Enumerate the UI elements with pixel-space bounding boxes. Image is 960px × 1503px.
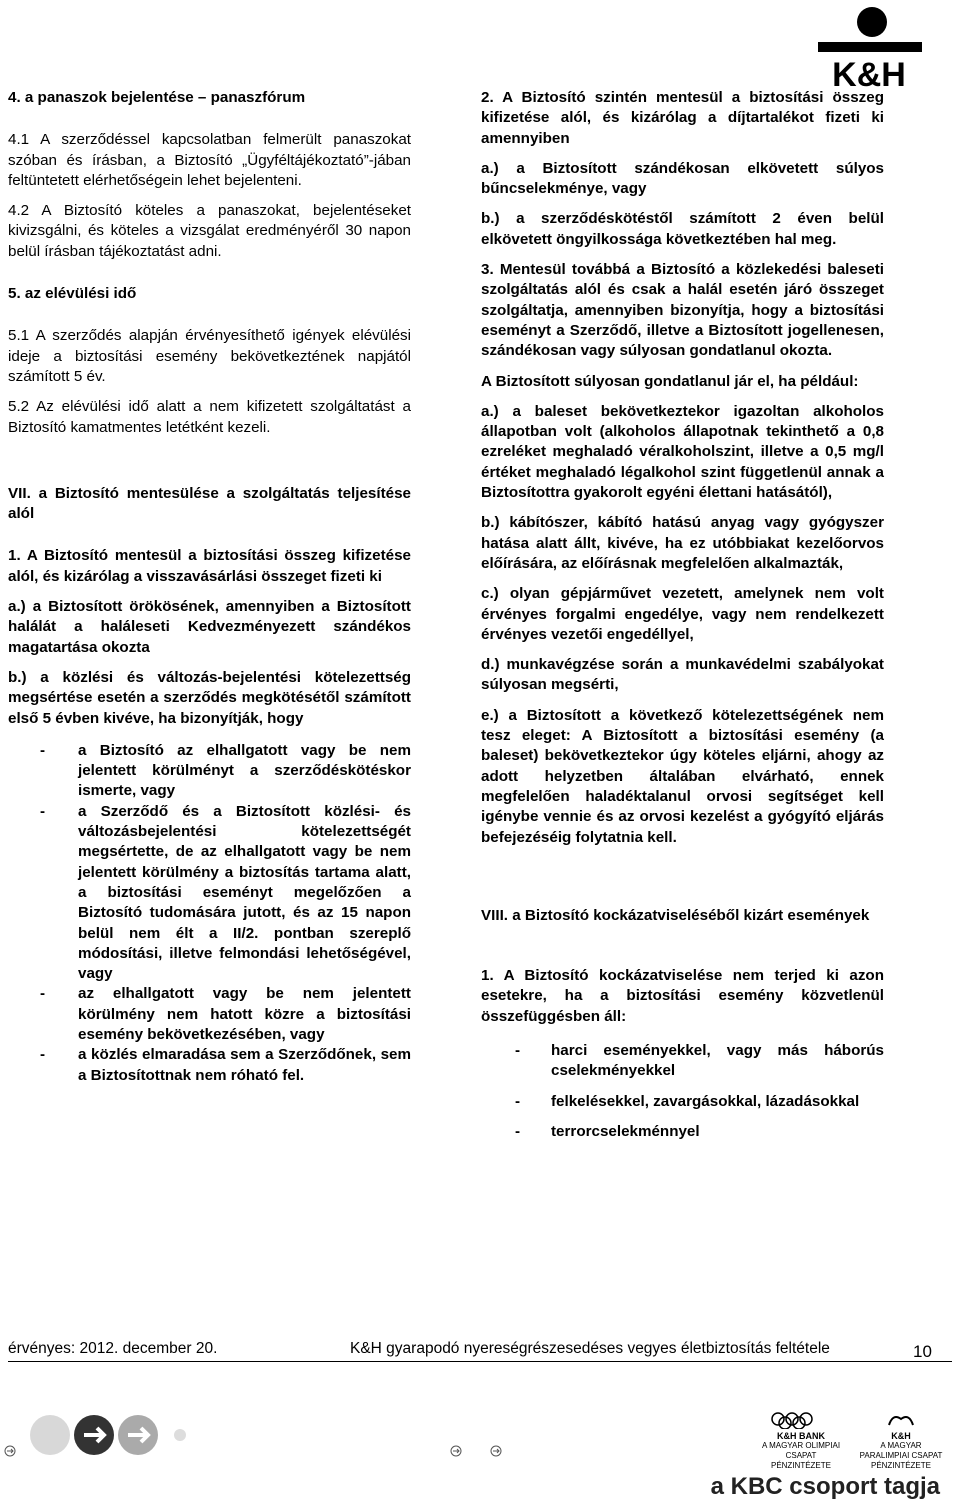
para-5-1: 5.1 A szerződés alapján érvényesíthető igények elévülési ideje a biztosítási esemény bekövetkeztének napjától számított 5 év. bbox=[8, 327, 411, 385]
section-5-heading: 5. az elévülési idő bbox=[8, 285, 137, 303]
para-7-2-a: a.) a Biztosított szándékosan elkövetett súlyos bűncselekménye, vagy bbox=[481, 159, 884, 198]
partner-2-name: K&H bbox=[891, 1431, 911, 1441]
partner-1-name: K&H BANK bbox=[777, 1431, 825, 1441]
small-arrow-icon bbox=[4, 1445, 16, 1457]
list-item: - az elhallgatott vagy be nem jelentett körülmény nem hatott közre a biztosítási esemény bekövetkezésében, vagy bbox=[40, 985, 411, 1043]
para-7-2: 2. A Biztosító szintén mentesül a biztosítási összeg kifizetése alól, és kizárólag a díjtartalékot fizeti ki amennyiben bbox=[481, 89, 884, 147]
list-item: - harci eseményekkel, vagy más háborús cselekményekkel bbox=[515, 1041, 884, 1080]
footer-divider bbox=[8, 1361, 952, 1362]
para-8-1: 1. A Biztosító kockázatviselése nem terjed ki azon esetekre, ha a biztosítási esemény közvetlenül összefüggésben áll: bbox=[481, 967, 884, 1025]
section-7-heading: VII. a Biztosító mentesülése a szolgáltatás teljesítése alól bbox=[8, 484, 411, 523]
list-item: - a Szerződő és a Biztosított közlési- és változásbejelentési kötelezettségét megsértette, de az elhallgatott vagy be nem jelentett körülmény a biztosítás tartama alatt, a biztosítási eseményt megelőzően a Biztosító tudomására jutott, és az 15 napon belül nem élt a II/2. pontban szereplő módosítási, illetve felmondási lehetőségével, vagy bbox=[40, 802, 411, 983]
para-7-3-intro: A Biztosított súlyosan gondatlanul jár el, ha például: bbox=[481, 372, 859, 390]
list-item: - a Biztosító az elhallgatott vagy be nem jelentett körülményt a szerződéskötéskor ismerte, vagy bbox=[40, 741, 411, 800]
section-4-heading: 4. a panaszok bejelentése – panaszfórum bbox=[8, 89, 306, 106]
validity-date: érvényes: 2012. december 20. bbox=[8, 1340, 218, 1357]
para-4-2: 4.2 A Biztosító köteles a panaszokat, bejelentéseket kivizsgálni, és köteles a vizsgálat eredményéről 30 napon belül írásban tájékoztatást adni. bbox=[8, 202, 411, 260]
page-footer bbox=[8, 1340, 952, 1362]
list-item: - terrorcselekménnyel bbox=[515, 1122, 700, 1140]
para-5-2: 5.2 Az elévülési idő alatt a nem kifizetett szolgáltatást a Biztosító kamatmentes letétként kezeli. bbox=[8, 398, 411, 436]
para-4-1: 4.1 A szerződéssel kapcsolatban felmerült panaszokat szóban és írásban, a Biztosító „Ügyféltájékoztató”-jában feltüntetett elérhetőségein lehet bejelenteni. bbox=[8, 131, 411, 189]
paralympic-icon bbox=[881, 1411, 921, 1429]
section-8-heading: VIII. a Biztosító kockázatviseléséből kizárt események bbox=[481, 906, 870, 924]
para-7-3-c: c.) olyan gépjárművet vezetett, amelynek nem volt érvényes forgalmi engedélye, vagy nem rendelkezett érvényes vezetői engedéllyel, bbox=[481, 585, 884, 643]
logo-text: K&H bbox=[832, 56, 906, 88]
para-7-3-e: e.) a Biztosított a következő kötelezettségének nem tesz eleget: A Biztosított a biztosítási esemény (a baleset) bekövetkeztekor úgy köteles eljárni, ahogy az adott helyzetben általában elvárható, ennek megfelelően haladéktalanul orvosi segítséget kell igénybe vennie és az orvosi kezelést a gyógyító eljárás befejezéséig folytatnia kell. bbox=[481, 706, 884, 846]
left-column bbox=[8, 88, 411, 1086]
right-column bbox=[481, 88, 884, 1152]
list-item: - felkelésekkel, zavargásokkal, lázadásokkal bbox=[515, 1092, 860, 1110]
para-7-3-a: a.) a baleset bekövetkeztekor igazoltan alkoholos állapotban volt (alkoholos állapotnak tekinthető a 0,8 ezreléket meghaladó véralkoholszint, illetve a 0,5 mg/l értéket meghaladó légalkohol szint függetlenül annak a Biztosítottra gyakorolt egyéni élettani hatásától), bbox=[481, 402, 884, 502]
page-number: 10 bbox=[913, 1342, 932, 1361]
olympic-rings-icon bbox=[766, 1411, 836, 1429]
small-arrow-icon bbox=[450, 1445, 462, 1457]
list-item: - a közlés elmaradása sem a Szerződőnek, sem a Biztosítottnak nem róható fel. bbox=[40, 1046, 411, 1084]
para-7-1-a: a.) a Biztosított örökösének, amennyiben a Biztosított halálát a haláleseti Kedvezményezett szándékos magatartása okozta bbox=[8, 598, 411, 656]
back-circle-icon bbox=[30, 1415, 70, 1455]
para-7-3-b: b.) kábítószer, kábító hatású anyag vagy gyógyszer hatása alatt állt, kivéve, ha ez utóbbiakat kezelőorvos előírására, az előírásnak megfelelően alkalmazták, bbox=[481, 514, 884, 572]
para-7-3: 3. Mentesül továbbá a Biztosító a közlekedési baleseti szolgáltatás alól és csak a halál esetén járó összeget szolgáltatja, amennyiben bizonyítja, hogy a biztosítási eseményt a Szerződő, illetve a Biztosított jogellenesen, szándékosan vagy súlyosan gondatlanul okozta. bbox=[481, 261, 884, 360]
para-7-1: 1. A Biztosító mentesül a biztosítási összeg kifizetése alól, és kizárólag a visszavásárlási összeget fizeti ki bbox=[8, 547, 411, 585]
bottom-band bbox=[0, 1405, 960, 1503]
partner-logos bbox=[756, 1411, 946, 1471]
kbc-tagline: a KBC csoport tagja bbox=[710, 1473, 940, 1500]
partner-2-sub: A MAGYAR PARALIMPIAI CSAPAT PÉNZINTÉZETE bbox=[859, 1441, 943, 1470]
document-title: K&H gyarapodó nyereségrészesedéses vegyes életbiztosítás feltétele bbox=[350, 1340, 830, 1357]
left-dash-list bbox=[8, 741, 411, 1086]
kh-logo bbox=[814, 4, 924, 88]
partner-1-sub: A MAGYAR OLIMPIAI CSAPAT PÉNZINTÉZETE bbox=[761, 1441, 841, 1470]
para-7-3-d: d.) munkavégzése során a munkavédelmi szabályokat súlyosan megsérti, bbox=[481, 656, 884, 694]
right-dash-list bbox=[481, 1041, 884, 1142]
para-7-1-b: b.) a közlési és változás-bejelentési kötelezettség megsértése esetén a szerződés megkötésétől számított első 5 évben kivéve, ha bizonyítják, hogy bbox=[8, 668, 411, 727]
nav-arrows bbox=[28, 1413, 188, 1473]
small-arrow-icon bbox=[490, 1445, 502, 1457]
para-7-2-b: b.) a szerződéskötéstől számított 2 éven belül elkövetett öngyilkossága következtében hal meg. bbox=[481, 210, 884, 248]
